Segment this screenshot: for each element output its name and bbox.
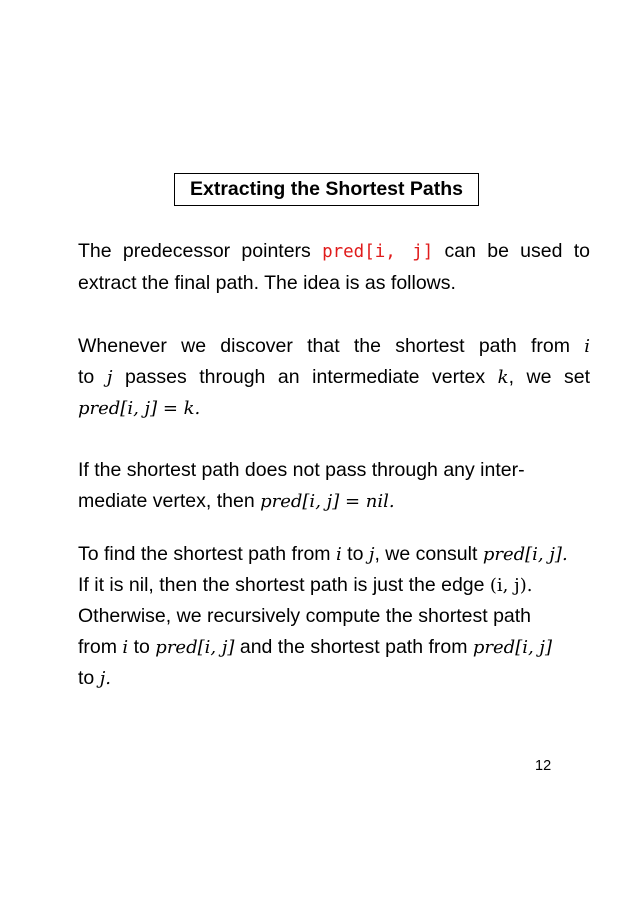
slide-title: Extracting the Shortest Paths bbox=[189, 178, 464, 200]
paragraph-3-line-2: mediate vertex, then pred[i, j] = nil. bbox=[78, 490, 395, 512]
page-number: 12 bbox=[535, 758, 552, 774]
paragraph-4 bbox=[78, 539, 590, 694]
paragraph-4-line-3: Otherwise, we recursively compute the shortest path bbox=[78, 605, 532, 627]
paragraph-1-line-1: The predecessor pointers pred[i, j] can be used to bbox=[78, 240, 590, 262]
paragraph-2-line-3: pred[i, j] = k. bbox=[78, 398, 201, 419]
paragraph-3-line-1: If the shortest path does not pass through any inter- bbox=[78, 459, 525, 481]
paragraph-4-line-5: to j. bbox=[78, 667, 111, 689]
paragraph-4-line-2: If it is nil, then the shortest path is just the edge (i, j). bbox=[78, 574, 533, 596]
paragraph-4-line-4: from i to pred[i, j] and the shortest path from pred[i, j] bbox=[78, 636, 553, 658]
paragraph-1-line-2: extract the final path. The idea is as follows. bbox=[78, 272, 456, 294]
paragraph-3 bbox=[78, 455, 590, 517]
paragraph-1 bbox=[78, 236, 590, 299]
paragraph-4-line-1: To find the shortest path from i to j, we consult pred[i, j]. bbox=[78, 543, 568, 565]
paragraph-2-line-2: to j passes through an intermediate vertex k, we set bbox=[78, 366, 590, 388]
paragraph-2-line-1: Whenever we discover that the shortest path from i bbox=[78, 335, 590, 357]
paragraph-2 bbox=[78, 331, 590, 424]
slide-title-box bbox=[174, 173, 479, 206]
code-pred: pred[i, j] bbox=[322, 242, 434, 262]
